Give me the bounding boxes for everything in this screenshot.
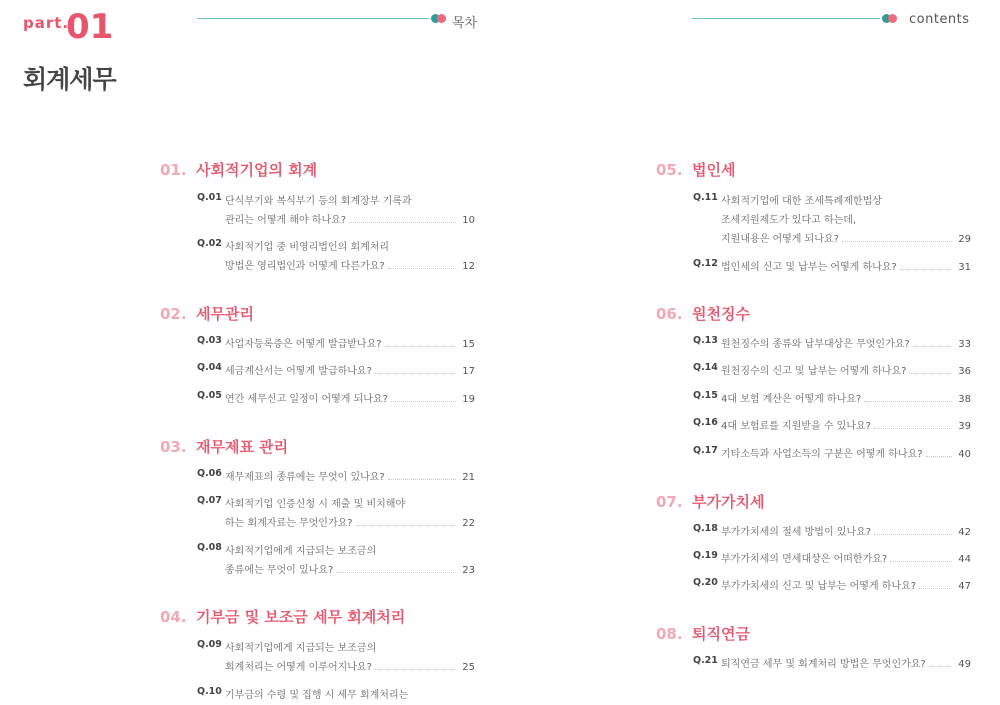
part-number: 01	[66, 7, 114, 47]
entry-line-with-page	[225, 468, 475, 483]
entry-line-with-page	[721, 258, 971, 273]
question-number: Q.18	[693, 523, 718, 534]
question-number: Q.03	[197, 335, 222, 346]
page-number: 49	[958, 659, 971, 670]
question-number: Q.05	[197, 390, 222, 401]
section-number: 05.	[656, 161, 683, 179]
header-dots-icon-left	[431, 14, 447, 23]
section-title: 원천징수	[692, 305, 750, 323]
question-number: Q.21	[693, 655, 718, 666]
question-number: Q.15	[693, 390, 718, 401]
toc-entry[interactable]	[197, 639, 475, 677]
page-number: 25	[462, 662, 475, 673]
dot-leader	[391, 401, 456, 402]
question-text: 퇴직연금 세무 및 회계처리 방법은 무엇인가요?	[721, 659, 926, 670]
entry-line-with-page	[721, 390, 971, 405]
header-rule-left	[197, 18, 429, 19]
section-heading	[160, 303, 254, 324]
page-number: 40	[958, 449, 971, 460]
toc-entry[interactable]	[197, 362, 475, 381]
entry-line-with-page	[721, 523, 971, 538]
question-number: Q.02	[197, 238, 222, 249]
toc-entry[interactable]	[693, 362, 971, 381]
section-title: 부가가치세	[692, 493, 765, 511]
toc-entry[interactable]	[197, 542, 475, 580]
question-text: 기타소득과 사업소득의 구분은 어떻게 하나요?	[721, 449, 923, 460]
question-text: 세금계산서는 어떻게 발급하나요?	[225, 366, 372, 377]
header-rule-right	[692, 18, 880, 19]
dot-leader	[385, 346, 457, 347]
question-number: Q.14	[693, 362, 718, 373]
entry-line-with-page	[721, 655, 971, 670]
dot-leader	[890, 561, 952, 562]
question-number: Q.06	[197, 468, 222, 479]
section-heading	[656, 159, 735, 180]
page-number: 38	[958, 394, 971, 405]
dot-leader	[388, 479, 457, 480]
entry-line-with-page	[225, 390, 475, 405]
header-label-contents: contents	[909, 12, 970, 27]
toc-entry[interactable]	[693, 390, 971, 409]
toc-entry[interactable]	[693, 445, 971, 464]
dot-leader	[388, 268, 457, 269]
section-heading	[160, 606, 405, 627]
entry-line-with-page	[721, 362, 971, 377]
page-number: 10	[462, 215, 475, 226]
question-number: Q.17	[693, 445, 718, 456]
question-text: 4대 보험 계산은 어떻게 하나요?	[721, 394, 862, 405]
dot-leader	[900, 269, 953, 270]
question-number: Q.04	[197, 362, 222, 373]
dot-leader	[842, 241, 952, 242]
dot-leader	[913, 346, 953, 347]
toc-entry[interactable]	[197, 335, 475, 354]
entry-line-with-page	[225, 257, 475, 272]
section-heading	[160, 159, 317, 180]
question-number: Q.08	[197, 542, 222, 553]
dot-leader	[375, 373, 456, 374]
dot-leader	[909, 373, 952, 374]
toc-entry[interactable]	[197, 238, 475, 276]
toc-entry[interactable]	[693, 523, 971, 542]
section-number: 03.	[160, 438, 187, 456]
question-text: 지원내용은 어떻게 되나요?	[721, 234, 839, 245]
section-number: 01.	[160, 161, 187, 179]
section-title: 사회적기업의 회계	[196, 161, 318, 179]
toc-entry[interactable]	[197, 686, 475, 705]
question-text: 연간 세무신고 일정이 어떻게 되나요?	[225, 394, 388, 405]
section-number: 06.	[656, 305, 683, 323]
toc-entry[interactable]	[693, 550, 971, 569]
page-number: 19	[462, 394, 475, 405]
toc-entry[interactable]	[197, 192, 475, 230]
question-text: 방법은 영리법인과 어떻게 다른가요?	[225, 261, 385, 272]
question-number: Q.12	[693, 258, 718, 269]
question-text: 재무제표의 종류에는 무엇이 있나요?	[225, 472, 385, 483]
dot-leader	[864, 401, 952, 402]
section-title: 퇴직연금	[692, 625, 750, 643]
toc-entry[interactable]	[693, 417, 971, 436]
section-number: 08.	[656, 625, 683, 643]
question-number: Q.13	[693, 335, 718, 346]
dot-leader	[874, 534, 952, 535]
question-text: 사회적기업에 대한 조세특례제한법상	[721, 196, 882, 207]
section-heading	[656, 303, 750, 324]
toc-entry[interactable]	[693, 335, 971, 354]
question-number: Q.11	[693, 192, 718, 203]
question-text: 관리는 어떻게 해야 하나요?	[225, 215, 347, 226]
page-number: 17	[462, 366, 475, 377]
entry-line-with-page	[721, 417, 971, 432]
entry-line-with-page	[225, 335, 475, 350]
page-number: 15	[462, 339, 475, 350]
question-text: 단식부기와 복식부기 등의 회계장부 기록과	[225, 196, 412, 207]
question-text: 원천징수의 신고 및 납부는 어떻게 하나요?	[721, 366, 907, 377]
toc-entry[interactable]	[197, 390, 475, 409]
question-text: 부가가치세의 절세 방법이 있나요?	[721, 527, 872, 538]
page-number: 47	[958, 581, 971, 592]
question-text: 법인세의 신고 및 납부는 어떻게 하나요?	[721, 262, 897, 273]
section-heading	[160, 436, 288, 457]
section-title: 기부금 및 보조금 세무 회계처리	[196, 608, 406, 626]
page-number: 33	[958, 339, 971, 350]
page-number: 23	[462, 565, 475, 576]
dot-leader	[336, 572, 456, 573]
question-number: Q.10	[197, 686, 222, 697]
page-number: 39	[958, 421, 971, 432]
entry-line-with-page	[721, 550, 971, 565]
question-text: 사업자등록증은 어떻게 발급받나요?	[225, 339, 382, 350]
question-number: Q.07	[197, 495, 222, 506]
question-text: 사회적기업 인증신청 시 제출 및 비치해야	[225, 499, 406, 510]
dot-leader	[926, 456, 953, 457]
page-number: 42	[958, 527, 971, 538]
page-number: 22	[462, 518, 475, 529]
dot-leader	[929, 666, 953, 667]
section-title: 재무제표 관리	[196, 438, 289, 456]
question-number: Q.01	[197, 192, 222, 203]
question-text: 사회적기업 중 비영리법인의 회계처리	[225, 242, 390, 253]
toc-entry[interactable]	[693, 655, 971, 674]
page-number: 36	[958, 366, 971, 377]
section-number: 02.	[160, 305, 187, 323]
question-number: Q.09	[197, 639, 222, 650]
question-text: 4대 보험료를 지원받을 수 있나요?	[721, 421, 871, 432]
page-number: 31	[958, 262, 971, 273]
question-text: 부가가치세의 면세대상은 어떠한가요?	[721, 554, 888, 565]
dot-leader	[919, 588, 952, 589]
question-number: Q.20	[693, 577, 718, 588]
question-text: 원천징수의 종류와 납부대상은 무엇인가요?	[721, 339, 910, 350]
entry-line-with-page	[225, 561, 475, 576]
question-number: Q.19	[693, 550, 718, 561]
dot-leader	[375, 669, 456, 670]
section-heading	[656, 623, 750, 644]
question-text: 기부금의 수령 및 집행 시 세무 회계처리는	[225, 690, 409, 701]
entry-line-with-page	[721, 230, 971, 245]
question-text: 회계처리는 어떻게 이루어지나요?	[225, 662, 372, 673]
entry-line-with-page	[225, 362, 475, 377]
dot-leader	[349, 222, 456, 223]
question-text: 하는 회계자료는 무엇인가요?	[225, 518, 353, 529]
entry-line-with-page	[225, 658, 475, 673]
question-text: 사회적기업에게 지급되는 보조금의	[225, 546, 377, 557]
question-number: Q.16	[693, 417, 718, 428]
entry-line-with-page	[721, 445, 971, 460]
entry-line-with-page	[721, 335, 971, 350]
dot-leader	[356, 525, 457, 526]
question-text: 조세지원제도가 있다고 하는데,	[721, 215, 857, 226]
entry-line-with-page	[225, 514, 475, 529]
part-label: part.	[23, 14, 70, 32]
page-number: 44	[958, 554, 971, 565]
toc-entry[interactable]	[197, 468, 475, 487]
dot-leader	[874, 428, 952, 429]
section-title: 법인세	[692, 161, 736, 179]
section-title: 세무관리	[196, 305, 254, 323]
section-heading	[656, 491, 764, 512]
entry-line-with-page	[721, 577, 971, 592]
question-text: 사회적기업에게 지급되는 보조금의	[225, 643, 377, 654]
page-number: 12	[462, 261, 475, 272]
toc-entry[interactable]	[197, 495, 475, 533]
toc-entry[interactable]	[693, 258, 971, 277]
part-title: 회계세무	[23, 65, 116, 94]
page-number: 29	[958, 234, 971, 245]
toc-entry[interactable]	[693, 192, 971, 249]
section-number: 07.	[656, 493, 683, 511]
header-label-toc: 목차	[452, 16, 478, 31]
toc-entry[interactable]	[693, 577, 971, 596]
question-text: 종류에는 무엇이 있나요?	[225, 565, 334, 576]
question-text: 부가가치세의 신고 및 납부는 어떻게 하나요?	[721, 581, 917, 592]
header-dots-icon-right	[882, 14, 898, 23]
page-number: 21	[462, 472, 475, 483]
section-number: 04.	[160, 608, 187, 626]
entry-line-with-page	[225, 211, 475, 226]
